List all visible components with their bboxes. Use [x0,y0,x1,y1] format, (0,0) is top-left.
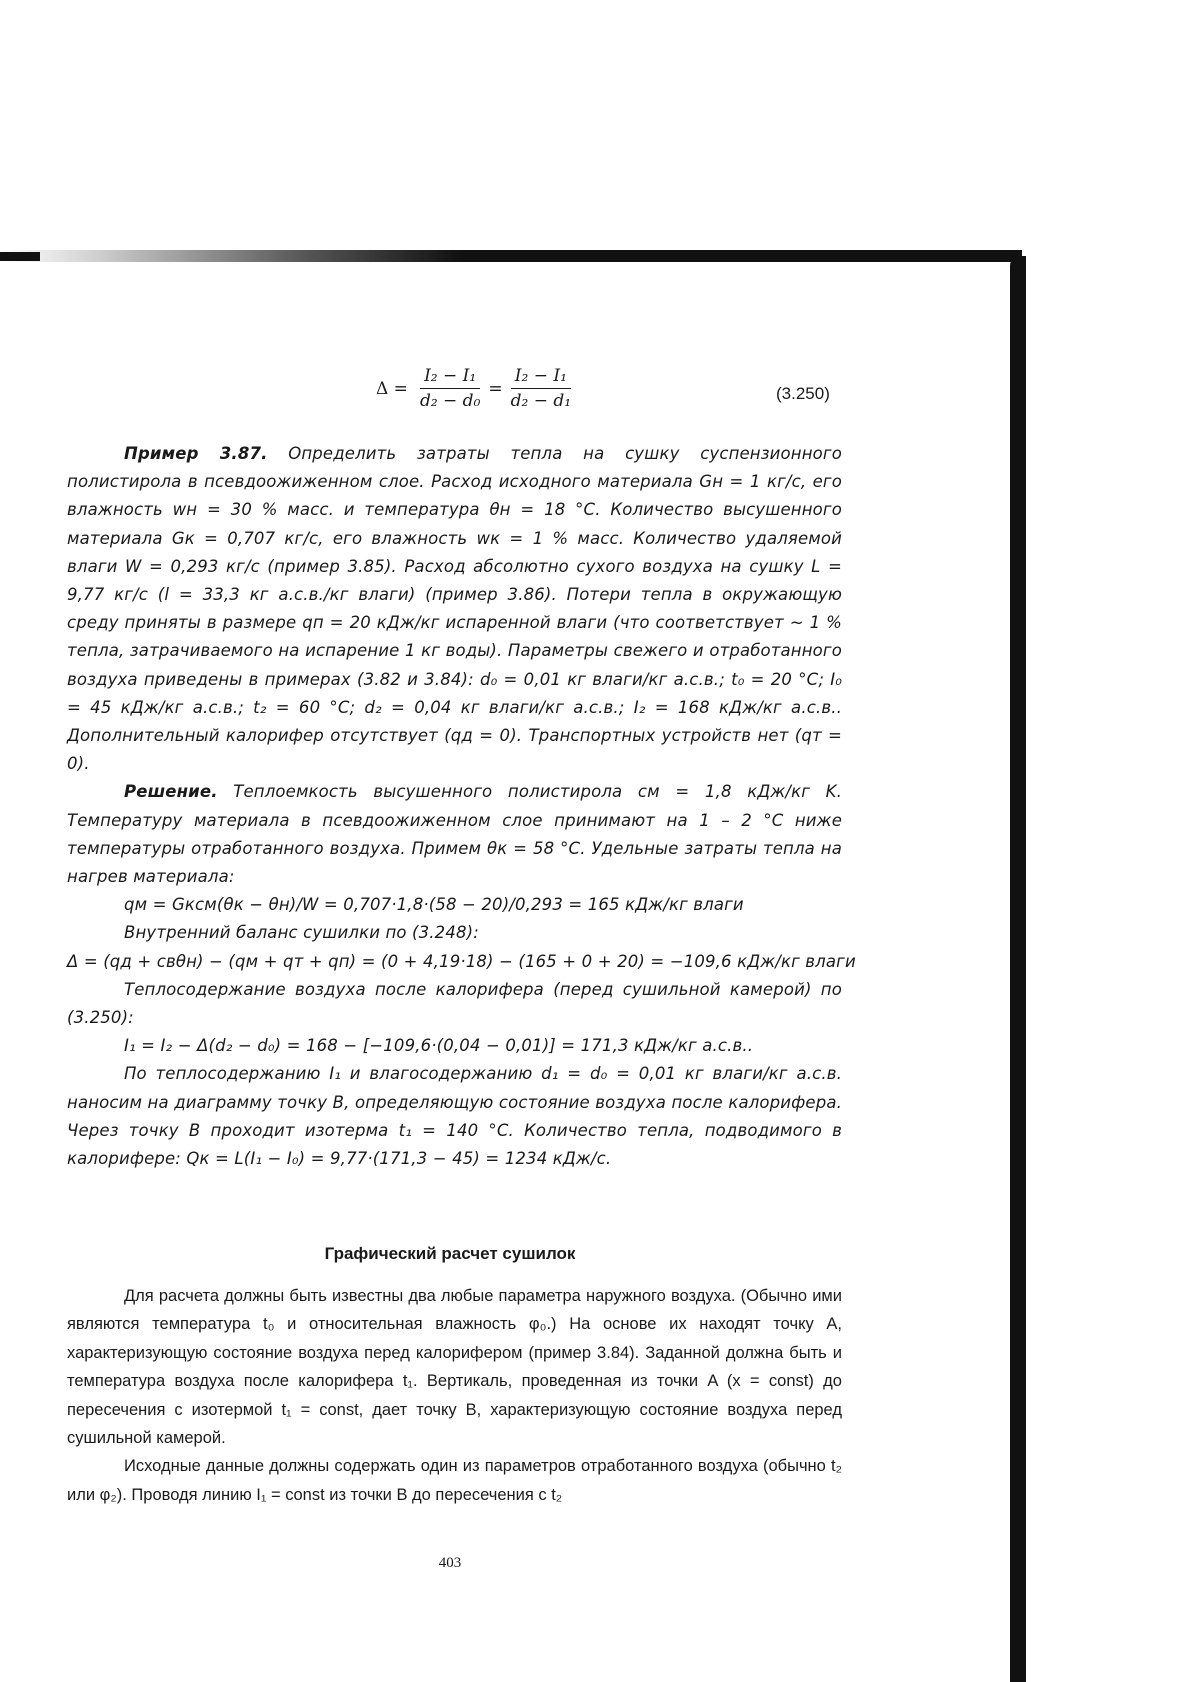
heat-content-text: Теплосодержание воздуха после калорифера (перед сушильной камерой) по (3.250): [67,979,842,1028]
section-paragraph-1: Для расчета должны быть известны два любые параметра наружного воздуха. (Обычно ими являются температура t₀ и относительная влажность φ₀.) На основе их находят точку A, характеризующую состояние воздуха перед калорифером (пример 3.84). Заданной должна быть и температура воздуха после калорифера t₁. Вертикаль, проведенная из точки A (x = const) до пересечения с изотермой t₁ = const, дает точку B, характеризующую состояние воздуха перед сушильной камерой. [67,1287,842,1448]
fraction-numerator: I₂ − I₁ [511,366,571,389]
fraction-denominator: d₂ − d₁ [510,391,572,411]
scan-edge-mark [0,252,40,261]
formula-3-250 [0,366,1000,430]
equation-heat-content: I₁ = I₂ − Δ(d₂ − d₀) = 168 − [−109,6·(0,04 − 0,01)] = 171,3 кДж/кг а.с.в.. [124,1036,754,1056]
formula-fraction-2 [507,366,575,411]
formula-fraction-1 [416,366,484,411]
equation-number: (3.250) [776,384,830,403]
formula-lhs: Δ = [376,378,408,399]
formula-equals: = [488,378,503,399]
example-title: Пример 3.87. [124,444,268,463]
equation-material-heat: qм = Gкcм(θк − θн)/W = 0,707·1,8·(58 − 20)/0,293 = 165 кДж/кг влаги [124,895,744,915]
final-paragraph: По теплосодержанию I₁ и влагосодержанию d₁ = d₀ = 0,01 кг влаги/кг а.с.в. наносим на диаграмму точку B, определяющую состояние воздуха после калорифера. Через точку B проходит изотерма t₁ = 140 °С. Количество тепла, подводимого в калорифере: Qк = L(I₁ − I₀) = 9,77·(171,3 − 45) = 1234 кДж/с. [67,1064,842,1169]
example-text: Определить затраты тепла на сушку суспензионного полистирола в псевдоожиженном слое. Расход исходного материала Gн = 1 кг/с, его влажность wн = 30 % масс. и температура θн = 18 °С. Количество высушенного материала Gк = 0,707 кг/с, его влажность wк = 1 % масс. Количество удаляемой влаги W = 0,293 кг/с (пример 3.85). Расход абсолютно сухого воздуха на сушку L = 9,77 кг/с (l = 33,3 кг а.с.в./кг влаги) (пример 3.86). Потери тепла в окружающую среду приняты в размере qп = 20 кДж/кг испаренной влаги (что соответствует ~ 1 % тепла, затрачиваемого на испарение 1 кг воды). Параметры свежего и отработанного воздуха приведены в примерах (3.82 и 3.84): d₀ = 0,01 кг влаги/кг а.с.в.; t₀ = 20 °С; I₀ = 45 кДж/кг а.с.в.; t₂ = 60 °С; d₂ = 0,04 кг влаги/кг а.с.в.; I₂ = 168 кДж/кг а.с.в.. Дополнительный калорифер отсутствует (qд = 0). Транспортных устройств нет (qт = 0). [67,444,842,774]
section-heading: Графический расчет сушилок [324,1244,576,1263]
formula-expression [376,366,579,411]
solution-paragraph [67,778,842,891]
example-section [67,440,856,1173]
solution-text: Теплоемкость высушенного полистирола cм = 1,8 кДж/кг K. Температуру материала в псевдоожиженном слое принимают на 1 – 2 °С ниже температуры отработанного воздуха. Примем θк = 58 °С. Удельные затраты тепла на нагрев материала: [67,782,842,887]
section-body [67,1282,842,1509]
equation-internal-balance: Δ = (qд + cвθн) − (qм + qт + qп) = (0 + 4,19·18) − (165 + 0 + 20) = −109,6 кДж/кг влаги [67,951,856,971]
solution-title: Решение. [124,782,218,802]
scan-edge-top [0,250,1022,262]
section-paragraph-2: Исходные данные должны содержать один из параметров отработанного воздуха (обычно t₂ или φ₂). Проводя линию I₁ = const из точки B до пересечения с t₂ [67,1457,842,1504]
fraction-denominator: d₂ − d₀ [419,391,481,411]
page-number: 403 [438,1555,462,1571]
balance-text: Внутренний баланс сушилки по (3.248): [124,923,479,943]
example-paragraph [67,440,842,778]
scan-edge-right [1010,256,1026,1682]
fraction-numerator: I₂ − I₁ [420,366,480,389]
